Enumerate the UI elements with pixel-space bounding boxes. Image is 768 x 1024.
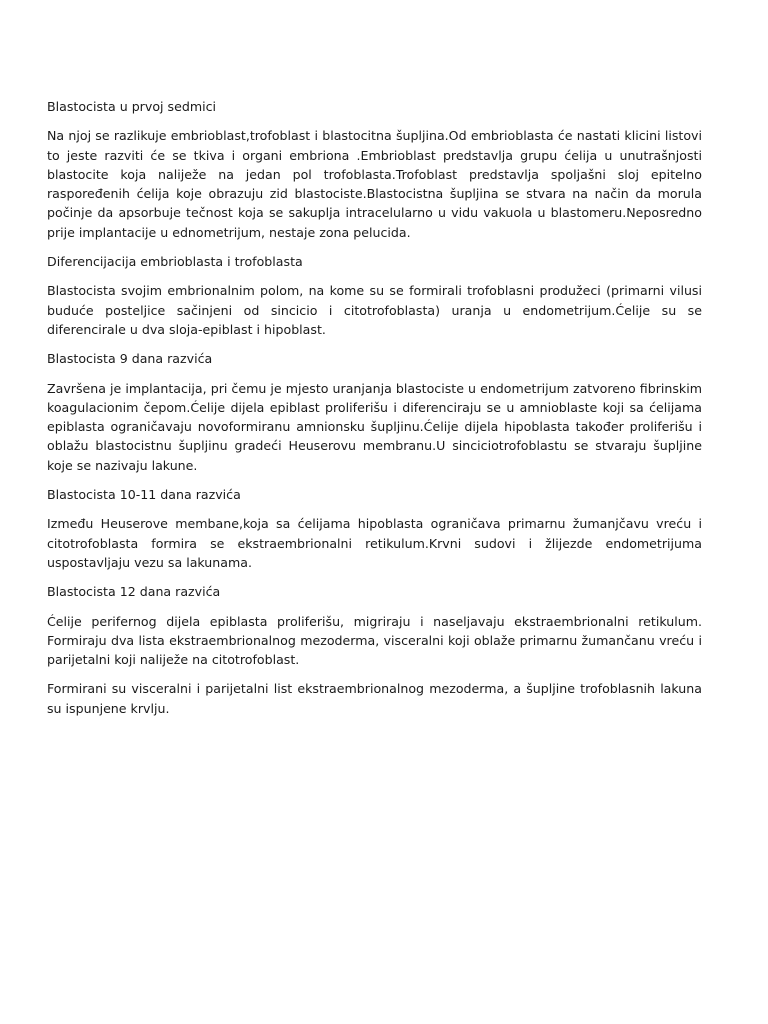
section-heading: Blastocista u prvoj sedmici: [47, 99, 217, 114]
section-paragraph: Ćelije perifernog dijela epiblasta proliferišu, migriraju i naseljavaju ekstraembrionalni retikulum. Formiraju dva lista ekstraembrionalnog mezoderma, visceralni koji oblaže primarnu žumančanu vreću i parijetalni koji naliježe na citotrofoblast.: [47, 613, 702, 668]
document-page: [47, 97, 702, 728]
section-heading: Blastocista 9 dana razvića: [47, 351, 213, 367]
section-heading: Diferencijacija embrioblasta i trofoblasta: [47, 254, 303, 270]
section-paragraph: Formirani su visceralni i parijetalni list ekstraembrionalnog mezoderma, a šupljine trofoblasnih lakuna su ispunjene krvlju.: [47, 681, 702, 716]
section-heading: Blastocista 12 dana razvića: [47, 584, 221, 600]
section-paragraph: Blastocista svojim embrionalnim polom, na kome su se formirali trofoblasni produžeci (primarni vilusi buduće posteljice sačinjeni od sincicio i citotrofoblasta) uranja u endometrijum.Ćelije su se diferencirale u dva sloja-epiblast i hipoblast.: [47, 283, 702, 337]
section-heading: Blastocista 10-11 dana razvića: [47, 487, 241, 503]
section-paragraph: Na njoj se razlikuje embrioblast,trofoblast i blastocitna šupljina.Od embrioblasta će nastati klicini listovi to jeste razviti će se tkiva i organi embriona .Embrioblast predstavlja grupu ćelija u unutrašnjosti blastocite koja naliježe na jedan pol trofoblasta.Trofoblast predstavlja spoljašni sloj epitelno raspoređenih ćelija koje obrazuju zid blastociste.Blastocistna šupljina se stvara na način da morula počinje da apsorbuje tečnost koja se sakuplja intracelularno u vidu vakuola u blastomeru.Neposredno prije implantacije u ednometrijum, nestaje zona pelucida.: [47, 128, 702, 240]
section-paragraph: Završena je implantacija, pri čemu je mjesto uranjanja blastociste u endometrijum zatvoreno fibrinskim koagulacionim čepom.Ćelije dijela epiblast proliferišu i diferenciraju se u amnioblaste koji sa ćelijama epiblasta ograničavaju novoformiranu amnionsku šupljinu.Ćelije dijela hipoblasta također proliferišu i oblažu blastocistnu šupljinu gradeći Heuserovu membranu.U sinciciotrofoblastu se stvaraju šupljine koje se nazivaju lakune.: [47, 380, 702, 473]
section-paragraph: Između Heuserove membane,koja sa ćelijama hipoblasta ograničava primarnu žumanjčavu vreću i citotrofoblasta formira se ekstraembrionalni retikulum.Krvni sudovi i žlijezde endometrijuma uspostavljaju vezu sa lakunama.: [47, 516, 702, 570]
